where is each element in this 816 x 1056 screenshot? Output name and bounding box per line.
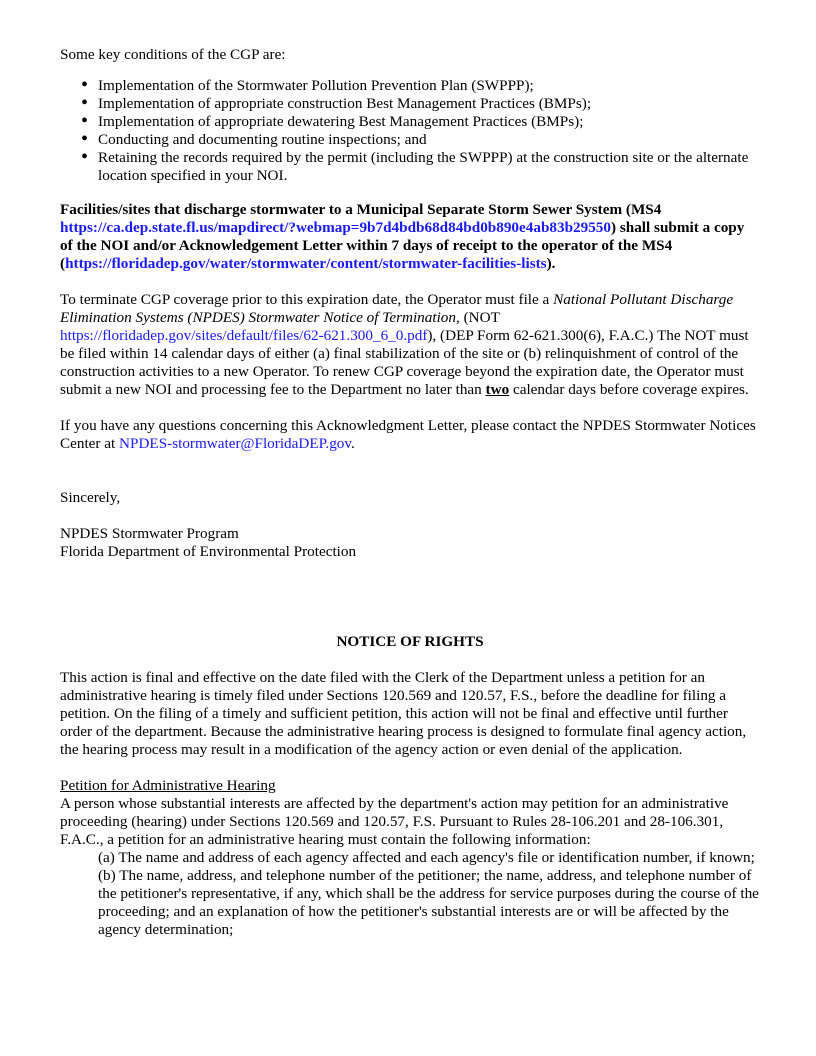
list-item: • Implementation of appropriate dewatering Best Management Practices (BMPs); — [98, 113, 760, 131]
ms4-map-link[interactable]: https://ca.dep.state.fl.us/mapdirect/?webmap=9b7d4bdb68d84bd0b890e4ab83b29550 — [60, 219, 611, 236]
petition-item-b: (b) The name, address, and telephone number of the petitioner; the name, address, and telephone number of the petitioner's representative, if any, which shall be the address for service purposes during the course of the proceeding; and an explanation of how the petitioner's substantial interests are or will be affected by the agency determination; — [98, 867, 759, 938]
questions-paragraph — [60, 417, 760, 453]
list-item: • Implementation of appropriate construction Best Management Practices (BMPs); — [98, 95, 760, 113]
not-form-link[interactable]: https://floridadep.gov/sites/default/files/62-621.300_6_0.pdf — [60, 327, 428, 344]
list-item: • Conducting and documenting routine inspections; and — [98, 131, 760, 149]
petition-heading: Petition for Administrative Hearing — [60, 777, 276, 794]
ms4-text: ). — [546, 255, 556, 272]
conditions-list — [60, 77, 760, 185]
notice-paragraph: This action is final and effective on the date filed with the Clerk of the Department unless a petition for an administrative hearing is timely filed under Sections 120.569 and 120.57, F.S., before the deadline for filing a petition. On the filing of a timely and sufficient petition, this action will not be final and effective until further order of the department. Because the administrative hearing process is designed to formulate final agency action, the hearing process may result in a modification of the agency action or even denial of the application. — [60, 669, 747, 758]
questions-text: If you have any questions concerning this Acknowledgment Letter, please contact the NPDES Stormwater Notices Center at — [60, 417, 756, 452]
termination-paragraph — [60, 291, 760, 399]
termination-text: ), (DEP Form 62-621.300(6), F.A.C.) The NOT must be filed within 14 calendar days of either (a) final stabilization of the site or (b) relinquishment of control of the construction activities to a new Operator. To renew CGP coverage beyond the expiration date, the Operator must submit a new NOI and processing fee to the Department no later than — [60, 327, 749, 398]
letter-page — [60, 46, 760, 939]
two-days-emphasis: two — [485, 381, 510, 398]
ms4-paragraph — [60, 201, 760, 273]
notice-of-rights-heading: NOTICE OF RIGHTS — [336, 633, 484, 650]
closing: Sincerely, — [60, 489, 121, 506]
npdes-email-link[interactable]: NPDES-stormwater@FloridaDEP.gov — [119, 435, 351, 452]
termination-text: calendar days before coverage expires. — [509, 381, 749, 398]
termination-text: , (NOT — [456, 309, 500, 326]
ms4-text: Facilities/sites that discharge stormwater to a Municipal Separate Storm Sewer System (MS4 — [60, 201, 662, 218]
petition-item-a: (a) The name and address of each agency affected and each agency's file or identification number, if known; — [98, 849, 755, 866]
list-item: • Implementation of the Stormwater Pollution Prevention Plan (SWPPP); — [98, 77, 760, 95]
not-form-title: National Pollutant Discharge Elimination Systems (NPDES) Stormwater Notice of Termination — [60, 291, 734, 326]
list-item: • Retaining the records required by the permit (including the SWPPP) at the construction site or the alternate location specified in your NOI. — [98, 149, 760, 185]
ms4-text: ) shall submit a copy of the NOI and/or Acknowledgement Letter within 7 days of receipt to the operator of the MS4 ( — [60, 219, 745, 272]
signature-line-1: NPDES Stormwater Program — [60, 525, 239, 542]
conditions-intro: Some key conditions of the CGP are: — [60, 46, 286, 63]
petition-paragraph: A person whose substantial interests are affected by the department's action may petition for an administrative proceeding (hearing) under Sections 120.569 and 120.57, F.S. Pursuant to Rules 28-106.201 and 28-106.301, F.A.C., a petition for an administrative hearing must contain the following information: — [60, 795, 729, 848]
termination-text: To terminate CGP coverage prior to this expiration date, the Operator must file a — [60, 291, 554, 308]
signature-line-2: Florida Department of Environmental Protection — [60, 543, 357, 560]
stormwater-facilities-link[interactable]: https://floridadep.gov/water/stormwater/content/stormwater-facilities-lists — [65, 255, 547, 272]
questions-text: . — [351, 435, 355, 452]
